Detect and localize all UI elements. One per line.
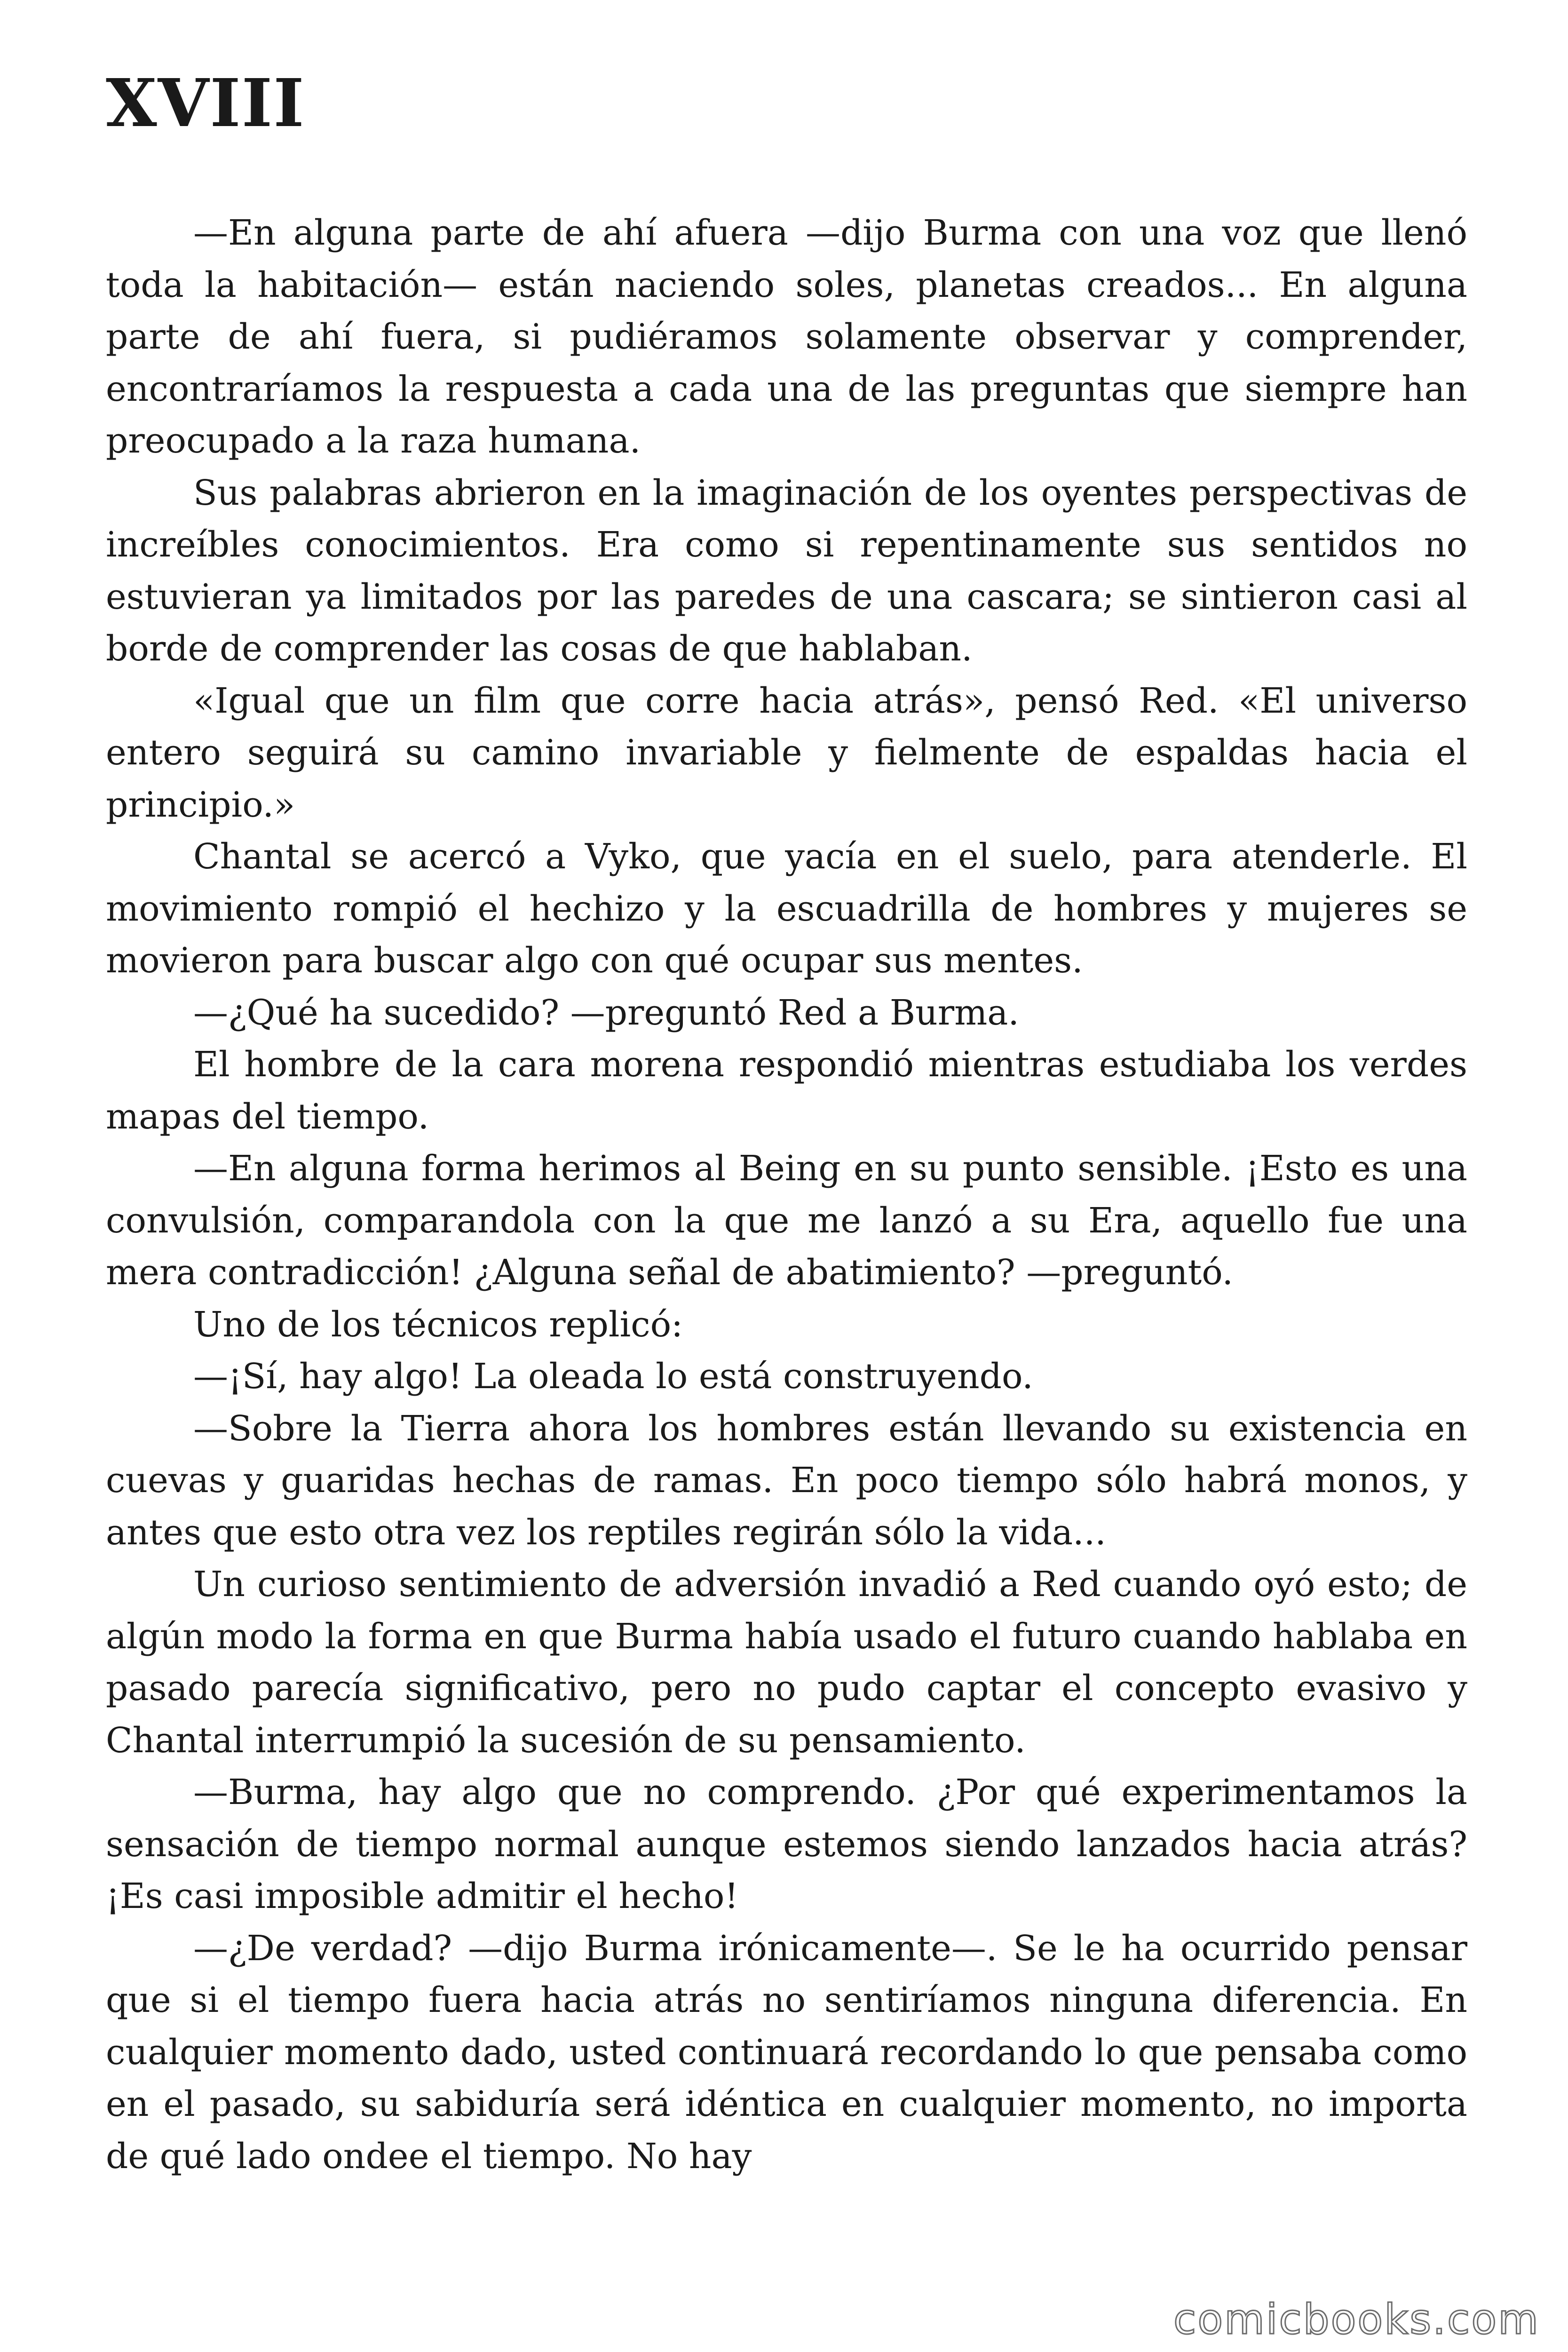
paragraph: Sus palabras abrieron en la imaginación de los oyentes perspectivas de increíbles conocimientos. Era como si repentinamente sus sentidos no estuvieran ya limitados por las paredes de una cascara; se sintieron casi al borde de comprender las cosas de que hablaban. (106, 472, 1467, 669)
chapter-body (106, 207, 1467, 2182)
paragraph: —En alguna forma herimos al Being en su punto sensible. ¡Esto es una convulsión, comparandola con la que me lanzó a su Era, aquello fue una mera contradicción! ¿Alguna señal de abatimiento? —preguntó. (106, 1148, 1467, 1293)
chapter-title: XVIII (106, 65, 305, 142)
book-page (106, 65, 1467, 2182)
paragraph: El hombre de la cara morena respondió mientras estudiaba los verdes mapas del tiempo. (106, 1044, 1467, 1137)
paragraph: Chantal se acercó a Vyko, que yacía en el suelo, para atenderle. El movimiento rompió el hechizo y la escuadrilla de hombres y mujeres se movieron para buscar algo con qué ocupar sus mentes. (106, 836, 1467, 981)
paragraph: —Burma, hay algo que no comprendo. ¿Por qué experimentamos la sensación de tiempo normal aunque estemos siendo lanzados hacia atrás? ¡Es casi imposible admitir el hecho! (106, 1772, 1467, 1916)
watermark: comicbooks.com (1173, 2295, 1540, 2344)
paragraph: —¿De verdad? —dijo Burma irónicamente—. Se le ha ocurrido pensar que si el tiempo fuera hacia atrás no sentiríamos ninguna diferencia. En cualquier momento dado, usted continuará recordando lo que pensaba como en el pasado, su sabiduría será idéntica en cualquier momento, no importa de qué lado ondee el tiempo. No hay (106, 1928, 1467, 2177)
paragraph: «Igual que un film que corre hacia atrás», pensó Red. «El universo entero seguirá su camino invariable y fielmente de espaldas hacia el principio.» (106, 680, 1467, 825)
paragraph: —¡Sí, hay algo! La oleada lo está construyendo. (193, 1356, 1033, 1397)
paragraph: Uno de los técnicos replicó: (193, 1304, 683, 1345)
paragraph: Un curioso sentimiento de adversión invadió a Red cuando oyó esto; de algún modo la forma en que Burma había usado el futuro cuando hablaba en pasado parecía significativo, pero no pudo captar el concepto evasivo y Chantal interrumpió la sucesión de su pensamiento. (106, 1564, 1467, 1761)
paragraph: —En alguna parte de ahí afuera —dijo Burma con una voz que llenó toda la habitación— están naciendo soles, planetas creados... En alguna parte de ahí fuera, si pudiéramos solamente observar y comprender, encontraríamos la respuesta a cada una de las preguntas que siempre han preocupado a la raza humana. (106, 213, 1467, 461)
paragraph: —¿Qué ha sucedido? —preguntó Red a Burma. (193, 992, 1019, 1033)
paragraph: —Sobre la Tierra ahora los hombres están llevando su existencia en cuevas y guaridas hechas de ramas. En poco tiempo sólo habrá monos, y antes que esto otra vez los reptiles regirán sólo la vida... (106, 1408, 1467, 1553)
